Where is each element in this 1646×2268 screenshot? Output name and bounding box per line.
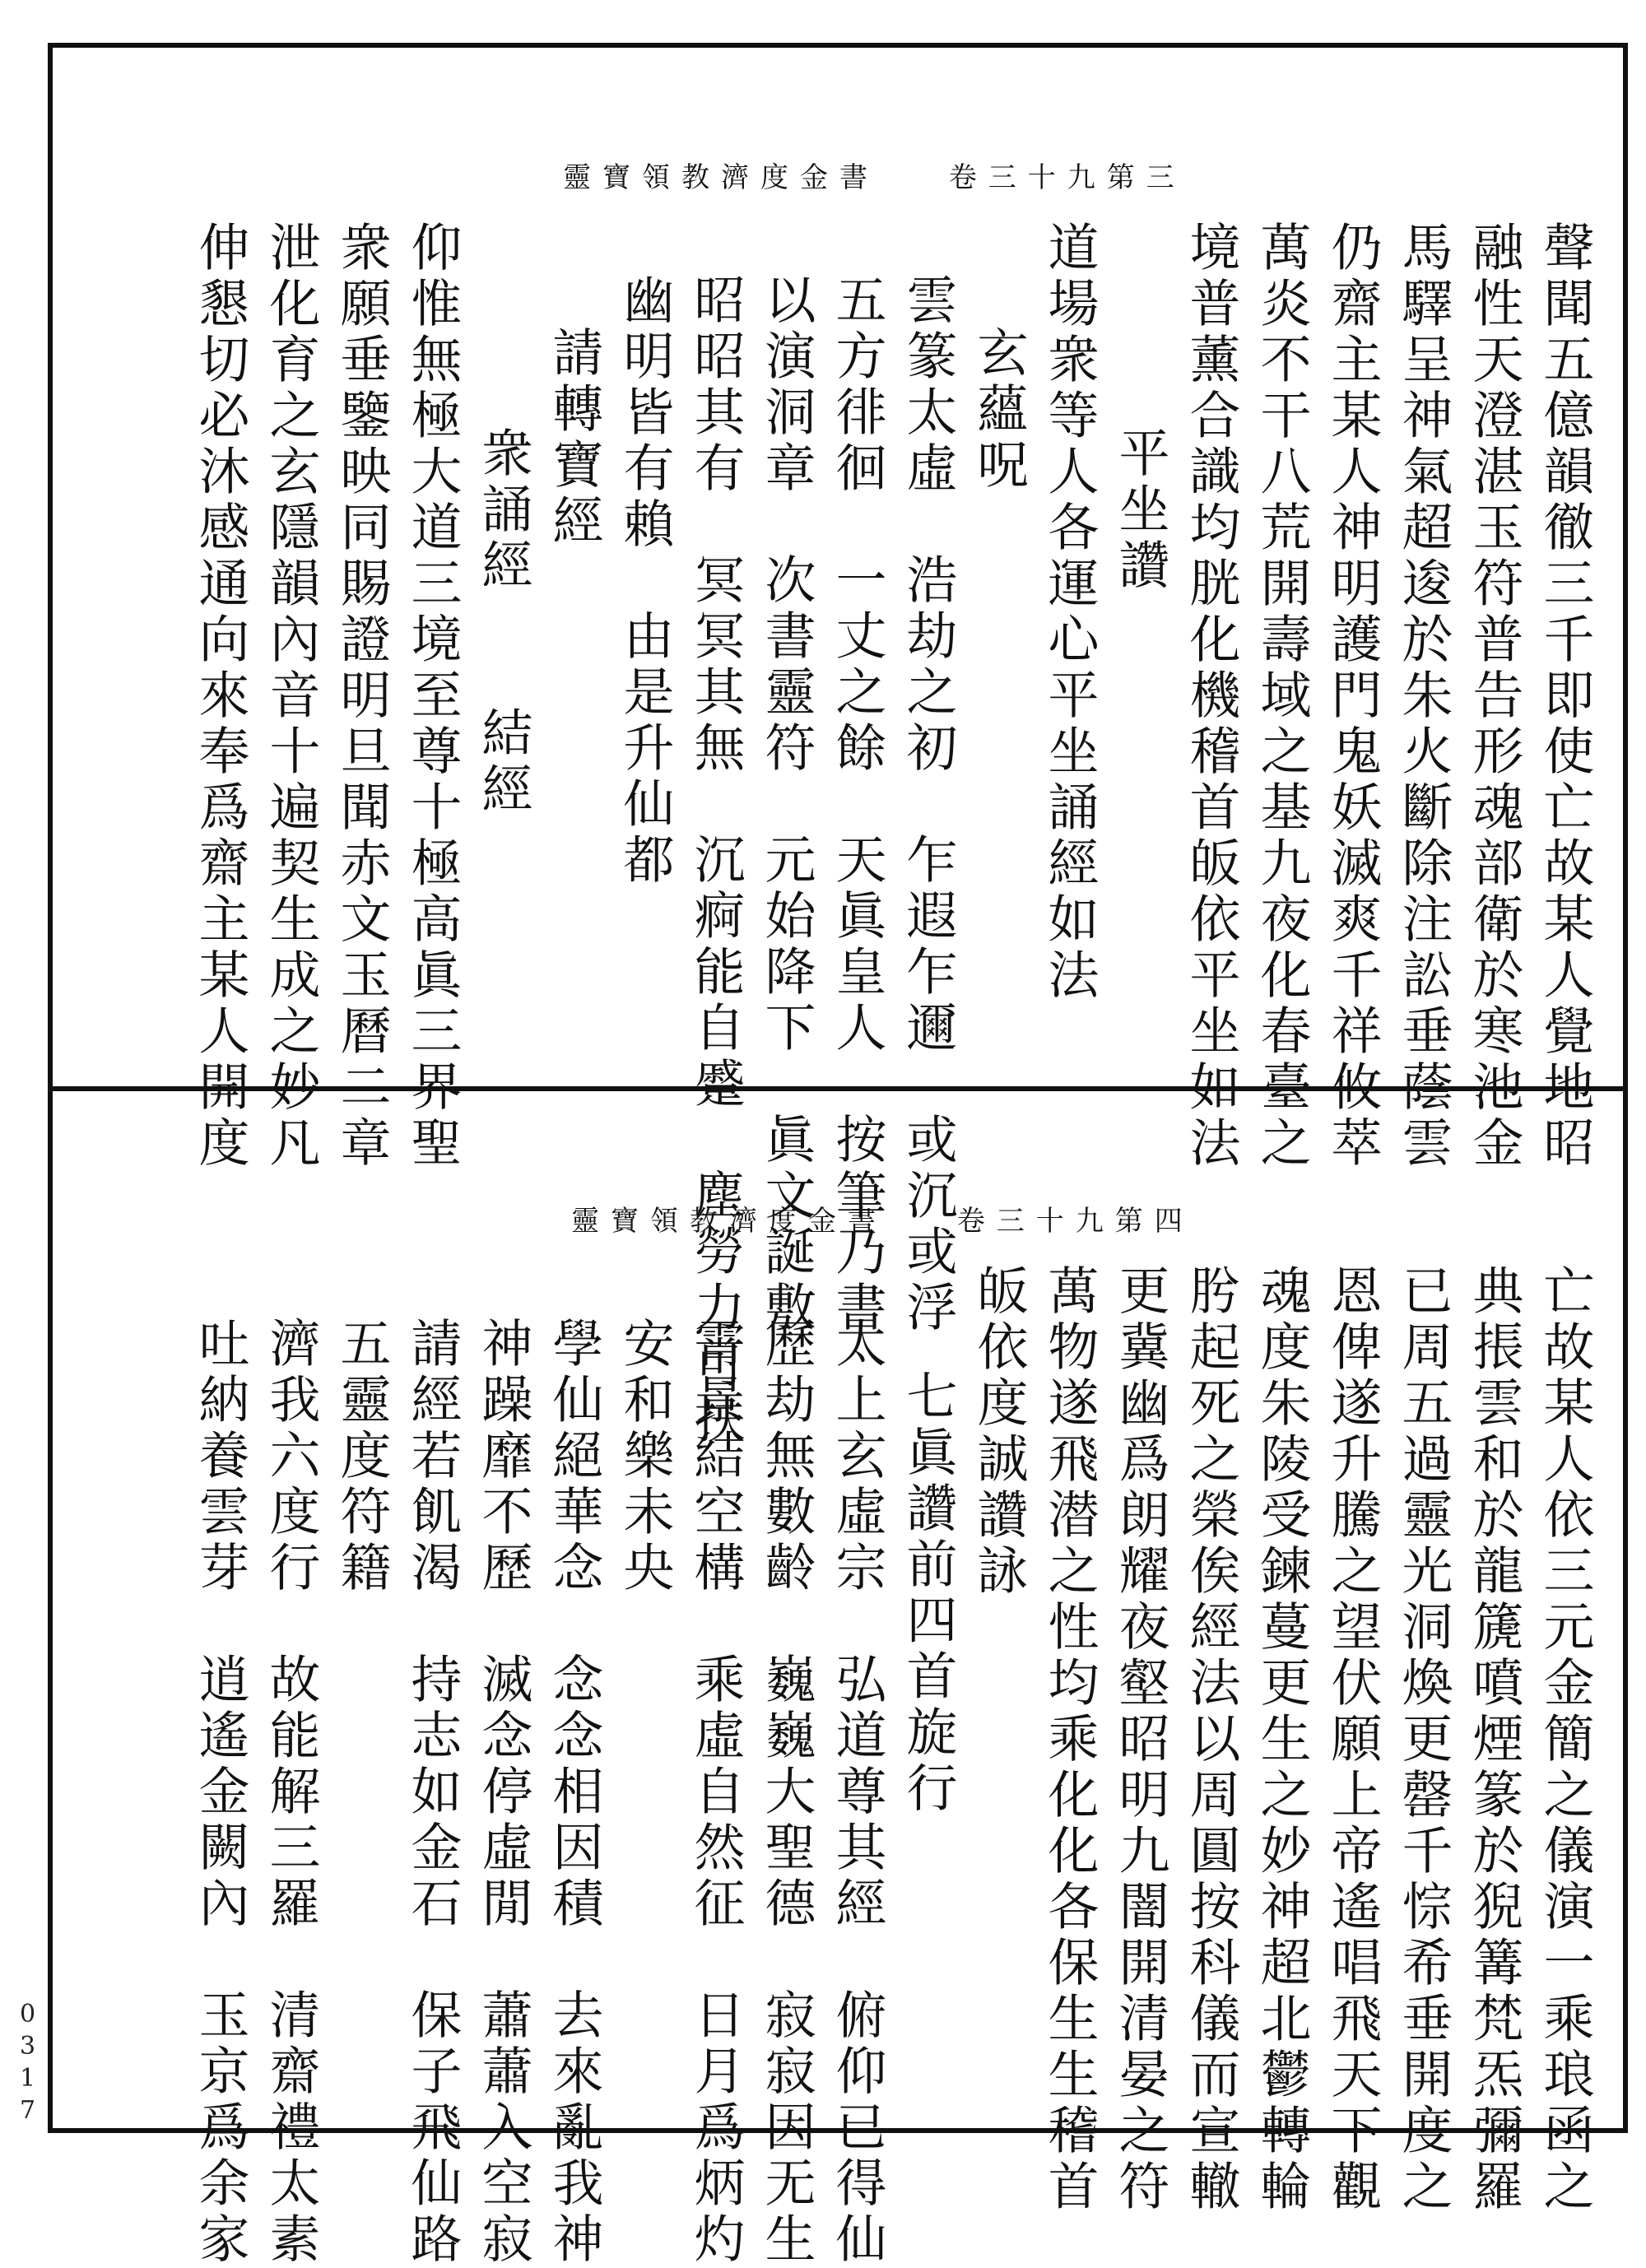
text-column: 太上玄虛宗 弘道尊其經 俯仰已得仙 (827, 1317, 887, 2268)
text-column: 萬炎不干八荒開壽域之基九夜化春臺之 (1252, 221, 1312, 1172)
text-column: 亡故某人依三元金簡之儀演一乘琅函之 (1535, 1264, 1595, 2215)
text-column: 歷劫無數齡 巍巍大聖德 寂寂因无生 (756, 1317, 816, 2268)
text-column: 請經若飢渴 持志如金石 保子飛仙路 (402, 1317, 463, 2268)
text-column: 典掁雲和於龍篪噴煙篆於猊篝梵炁彌羅 (1464, 1264, 1524, 2215)
text-column: 衆誦經 結經 (473, 426, 533, 818)
text-column: 仍齋主某人神明護門鬼妖滅爽千祥攸萃 (1323, 221, 1383, 1172)
text-column: 七眞讚前四首旋行 (898, 1369, 958, 1817)
text-column: 五方徘徊 一丈之餘 天眞皇人 按筆乃書 (827, 273, 887, 1336)
top-page-header (563, 155, 1186, 195)
text-column: 恩俾遂升騰之望伏願上帝遙唱飛天下觀 (1323, 1264, 1383, 2215)
bottom-text-columns (86, 1264, 1595, 2268)
text-column: 濟我六度行 故能解三羅 清齋禮太素 (261, 1317, 321, 2268)
text-column: 以演洞章 次書靈符 元始降下 眞文誕敷 (756, 273, 816, 1336)
text-column: 馬驛呈神氣超逡於朱火斷除注訟垂蔭雲 (1393, 221, 1453, 1172)
text-column: 已周五過靈光洞煥更罄千悰希垂開度之 (1393, 1264, 1453, 2215)
text-column: 聲聞五億韻徹三千即使亡故某人覺地昭 (1535, 221, 1595, 1172)
text-column: 泄化育之玄隱韻內音十遍契生成之妙凡 (261, 221, 321, 1172)
text-column: 衆願垂鑒映同賜證明旦聞赤文玉曆二章 (332, 221, 392, 1172)
text-column: 雲篆太虛 浩劫之初 乍遐乍邇 或沉或浮 (898, 273, 958, 1336)
book-title: 靈寶領教濟度金書 (563, 161, 879, 194)
text-column: 境普薰合識均胱化機稽首皈依平坐如法 (1181, 221, 1241, 1172)
text-column: 安和樂未央 (615, 1317, 675, 1596)
text-column: 請轉寶經 (544, 326, 604, 550)
text-column: 幽明皆有賴 由是升仙都 (615, 273, 675, 889)
text-column: 皈依度誠讚詠 (969, 1264, 1029, 1600)
text-column: 融性天澄湛玉符普告形魂部衛於寒池金 (1464, 221, 1524, 1172)
text-column: 更冀幽爲朗耀夜壑昭明九闇開清晏之符 (1110, 1264, 1170, 2215)
text-column: 道場衆等人各運心平坐誦經如法 (1039, 221, 1100, 1004)
bottom-page-panel (53, 1086, 1623, 2268)
book-title: 靈寶領教濟度金書 (571, 1205, 887, 1238)
volume-label: 卷三十九第三 (948, 161, 1186, 194)
volume-label: 卷三十九第四 (956, 1205, 1194, 1238)
text-column: 平坐讚 (1110, 426, 1170, 594)
text-column: 吐納養雲芽 逍遙金闕內 玉京爲余家 (190, 1317, 250, 2268)
text-column: 昭昭其有 冥冥其無 沉痾能自蹙 塵勞力可扶 (686, 273, 746, 1448)
text-column: 學仙絕華念 念念相因積 去來亂我神 (544, 1317, 604, 2268)
sheet-number: 0317 (13, 2000, 42, 2128)
text-column: 伸懇切必沐感通向來奉爲齋主某人開度 (190, 221, 250, 1172)
text-column: 玄蘊呪 (969, 326, 1029, 494)
page-frame (48, 43, 1628, 2268)
text-column: 五靈度符籍 (332, 1317, 392, 1596)
text-column: 神躁靡不歷 滅念停虛閒 蕭蕭入空寂 (473, 1317, 533, 2268)
bottom-page-header (571, 1198, 1194, 1239)
text-column: 魂度朱陵受鍊蔓更生之妙神超北鬱轉輪 (1252, 1264, 1312, 2215)
text-column: 霄景結空構 乘虛自然征 日月爲炳灼 (686, 1317, 746, 2268)
text-column: 肹起死之榮俟經法以周圓按科儀而宣轍 (1181, 1264, 1241, 2215)
text-column: 萬物遂飛潜之性均乘化化各保生生稽首 (1039, 1264, 1100, 2215)
text-column: 仰惟無極大道三境至尊十極高眞三界聖 (402, 221, 463, 1172)
